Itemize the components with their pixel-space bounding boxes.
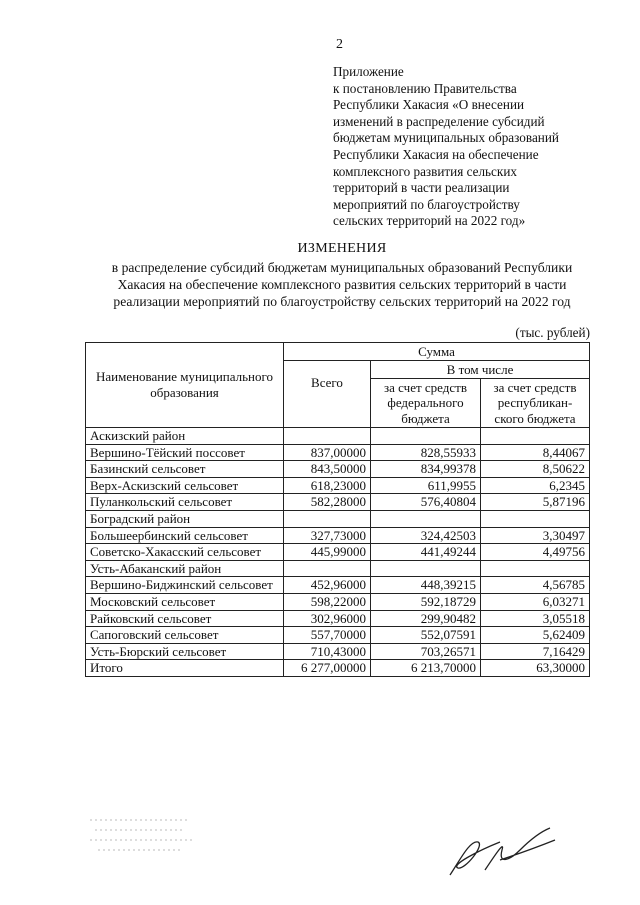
federal-cell: 552,07591 — [371, 627, 481, 644]
table-body — [86, 428, 590, 677]
republic-cell: 4,49756 — [481, 544, 590, 561]
name-cell: Вершино-Биджинский сельсовет — [86, 577, 284, 594]
table-row — [86, 544, 590, 561]
republic-cell — [481, 510, 590, 527]
name-cell: Усть-Абаканский район — [86, 560, 284, 577]
units-label: (тыс. рублей) — [515, 325, 590, 340]
appendix-line: территорий в части реализации — [333, 180, 510, 196]
federal-cell — [371, 560, 481, 577]
header-sum: Сумма — [284, 343, 590, 361]
total-cell: 582,28000 — [284, 494, 371, 511]
appendix-line: сельских территорий на 2022 год» — [333, 213, 526, 229]
subtitle-line: Хакасия на обеспечение комплексного развития сельских территорий в части — [117, 277, 567, 292]
appendix-header — [333, 64, 623, 230]
name-cell: Московский сельсовет — [86, 593, 284, 610]
total-cell — [284, 560, 371, 577]
subsidy-table — [85, 342, 590, 677]
subtitle-line: реализации мероприятий по благоустройству сельских территорий на 2022 год — [113, 294, 571, 309]
federal-cell — [371, 428, 481, 445]
republic-cell — [481, 428, 590, 445]
name-cell: Вершино-Тёйский поссовет — [86, 444, 284, 461]
table-row — [86, 461, 590, 478]
republic-cell: 3,05518 — [481, 610, 590, 627]
republic-cell: 63,30000 — [481, 660, 590, 677]
total-cell: 452,96000 — [284, 577, 371, 594]
header-including: В том числе — [371, 361, 590, 379]
federal-cell: 299,90482 — [371, 610, 481, 627]
name-cell: Итого — [86, 660, 284, 677]
appendix-line: к постановлению Правительства — [333, 80, 517, 96]
header-federal: за счет средств федерального бюджета — [371, 379, 481, 428]
appendix-line: Республики Хакасия «О внесении — [333, 97, 525, 113]
page-number: 2 — [336, 37, 343, 52]
document-title: ИЗМЕНЕНИЯ — [297, 241, 387, 256]
table-row — [86, 444, 590, 461]
total-cell: 598,22000 — [284, 593, 371, 610]
name-cell: Райковский сельсовет — [86, 610, 284, 627]
total-cell: 6 277,00000 — [284, 660, 371, 677]
name-cell: Пуланкольский сельсовет — [86, 494, 284, 511]
federal-cell: 6 213,70000 — [371, 660, 481, 677]
federal-cell: 448,39215 — [371, 577, 481, 594]
total-cell: 327,73000 — [284, 527, 371, 544]
header-republic: за счет средств республикан-ского бюджета — [481, 379, 590, 428]
signature — [440, 820, 560, 880]
stamp-mark — [90, 812, 200, 857]
name-cell: Аскизский район — [86, 428, 284, 445]
federal-cell: 834,99378 — [371, 461, 481, 478]
header-total: Всего — [284, 361, 371, 428]
republic-cell — [481, 560, 590, 577]
republic-cell: 7,16429 — [481, 643, 590, 660]
district-row — [86, 510, 590, 527]
republic-cell: 8,44067 — [481, 444, 590, 461]
name-cell: Боградский район — [86, 510, 284, 527]
appendix-line: бюджетам муниципальных образований — [333, 130, 559, 146]
total-cell: 302,96000 — [284, 610, 371, 627]
table-row — [86, 627, 590, 644]
table-row — [86, 643, 590, 660]
republic-cell: 4,56785 — [481, 577, 590, 594]
table-row — [86, 527, 590, 544]
republic-cell: 5,87196 — [481, 494, 590, 511]
federal-cell: 592,18729 — [371, 593, 481, 610]
name-cell: Сапоговский сельсовет — [86, 627, 284, 644]
total-cell: 557,70000 — [284, 627, 371, 644]
subtitle-line: в распределение субсидий бюджетам муниципальных образований Республики — [111, 260, 573, 275]
federal-cell — [371, 510, 481, 527]
district-row — [86, 560, 590, 577]
total-cell: 710,43000 — [284, 643, 371, 660]
name-cell: Большеербинский сельсовет — [86, 527, 284, 544]
table-row — [86, 610, 590, 627]
total-cell: 837,00000 — [284, 444, 371, 461]
appendix-line: Республики Хакасия на обеспечение — [333, 146, 539, 162]
federal-cell: 611,9955 — [371, 477, 481, 494]
appendix-line: мероприятий по благоустройству — [333, 196, 520, 212]
republic-cell: 6,2345 — [481, 477, 590, 494]
total-cell — [284, 510, 371, 527]
appendix-line: комплексного развития сельских — [333, 163, 517, 179]
federal-cell: 576,40804 — [371, 494, 481, 511]
header-name: Наименование муниципального образования — [86, 343, 284, 428]
republic-cell: 8,50622 — [481, 461, 590, 478]
table-row — [86, 577, 590, 594]
name-cell: Усть-Бюрский сельсовет — [86, 643, 284, 660]
table-row — [86, 660, 590, 677]
federal-cell: 324,42503 — [371, 527, 481, 544]
republic-cell: 3,30497 — [481, 527, 590, 544]
total-cell: 618,23000 — [284, 477, 371, 494]
name-cell: Базинский сельсовет — [86, 461, 284, 478]
republic-cell: 5,62409 — [481, 627, 590, 644]
table-row — [86, 593, 590, 610]
table-row — [86, 494, 590, 511]
name-cell: Советско-Хакасский сельсовет — [86, 544, 284, 561]
table-row — [86, 477, 590, 494]
total-cell — [284, 428, 371, 445]
appendix-line: Приложение — [333, 64, 404, 79]
total-cell: 843,50000 — [284, 461, 371, 478]
total-cell: 445,99000 — [284, 544, 371, 561]
district-row — [86, 428, 590, 445]
federal-cell: 703,26571 — [371, 643, 481, 660]
name-cell: Верх-Аскизский сельсовет — [86, 477, 284, 494]
republic-cell: 6,03271 — [481, 593, 590, 610]
federal-cell: 441,49244 — [371, 544, 481, 561]
federal-cell: 828,55933 — [371, 444, 481, 461]
appendix-line: изменений в распределение субсидий — [333, 113, 545, 129]
document-subtitle — [80, 259, 604, 310]
